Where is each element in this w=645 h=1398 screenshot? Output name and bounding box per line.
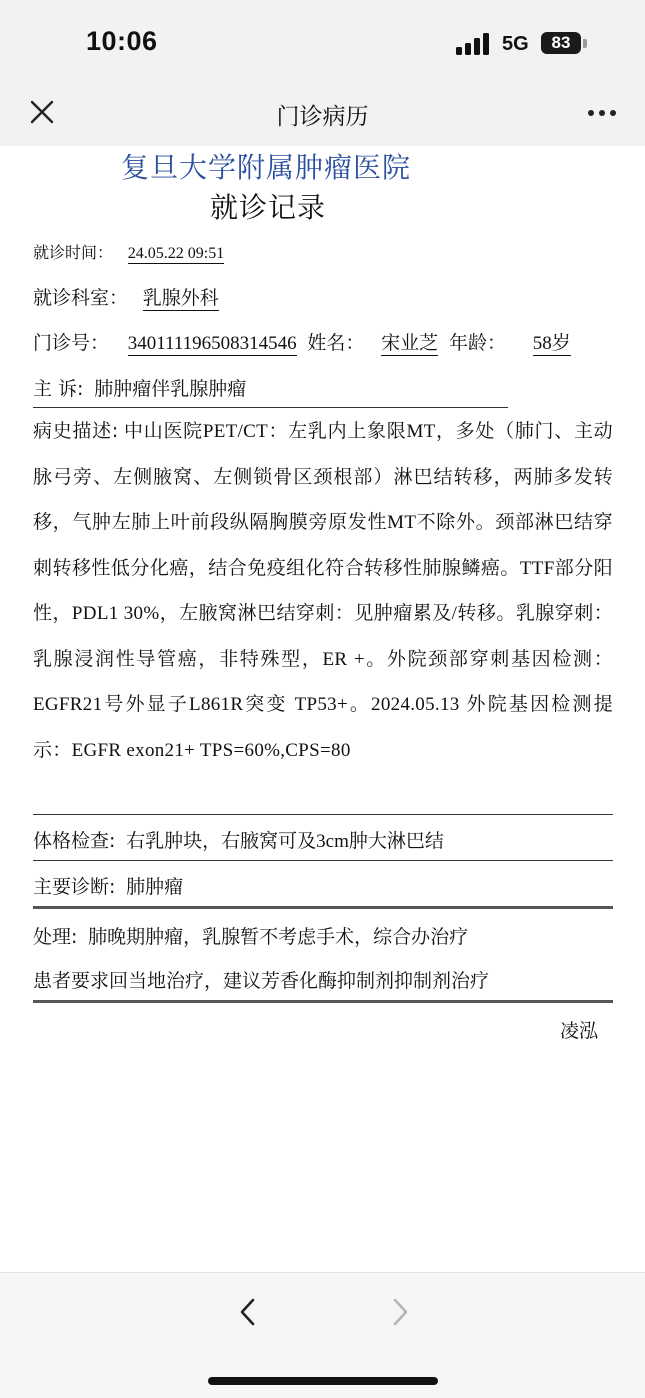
battery-level: 83 — [551, 33, 571, 52]
divider — [33, 407, 508, 408]
diagnosis-label: 主要诊断: — [33, 876, 116, 898]
name-value: 宋业芝 — [381, 333, 439, 354]
clinic-no-value: 340111196508314546 — [127, 333, 297, 354]
department-row — [33, 283, 219, 310]
back-button[interactable] — [234, 1295, 262, 1329]
bottom-toolbar — [0, 1272, 645, 1398]
doctor-signature: 凌泓 — [560, 1020, 599, 1042]
department-value: 乳腺外科 — [142, 288, 219, 309]
diagnosis-row — [33, 872, 183, 899]
more-horizontal-icon — [588, 110, 594, 116]
treatment-value: 肺晚期肿瘤，乳腺暂不考虑手术，综合办治疗 — [88, 926, 469, 948]
hospital-name: 复旦大学附属肿瘤医院 — [121, 151, 412, 184]
age-label: 年龄： — [448, 332, 506, 354]
visit-time-row — [33, 240, 224, 264]
battery-tip — [583, 39, 587, 48]
treatment-label: 处理: — [33, 926, 78, 948]
visit-time-label: 就诊时间： — [33, 243, 114, 262]
age-value: 58岁 — [532, 333, 571, 354]
chevron-right-icon — [386, 1295, 414, 1329]
complaint-row — [33, 374, 246, 401]
exam-row — [33, 826, 444, 853]
history-block — [33, 409, 613, 773]
clinic-no-label: 门诊号： — [33, 332, 110, 354]
divider — [33, 860, 613, 861]
more-dot — [599, 110, 605, 116]
more-dot — [610, 110, 616, 116]
nav-bar — [0, 78, 645, 146]
treatment-note: 患者要求回当地治疗，建议芳香化酶抑制剂抑制剂治疗 — [33, 971, 490, 992]
battery-icon — [541, 32, 581, 54]
divider-thick — [33, 1000, 613, 1003]
complaint-value: 肺肿瘤伴乳腺肿瘤 — [94, 378, 247, 400]
exam-label: 体格检查: — [33, 830, 116, 852]
page-title: 门诊病历 — [276, 103, 369, 129]
department-label: 就诊科室： — [33, 287, 129, 309]
record-title: 就诊记录 — [210, 191, 327, 224]
history-value: 中山医院PET/CT：左乳内上象限MT，多处（肺门、主动脉弓旁、左侧腋窝、左侧锁骨区颈根部）淋巴结转移，两肺多发转移，气肿左肺上叶前段纵隔胸膜旁原发性MT不除外。颈部淋巴结穿刺转移性低分化癌，结合免疫组化符合转移性肺腺鳞癌。TTF部分阳性，PDL1 30%，左腋窝淋巴结穿刺：见肿瘤累及/转移。乳腺穿刺：乳腺浸润性导管癌，非特殊型，ER +。外院颈部穿刺基因检测：EGFR21号外显子L861R突变 TP53+。2024.05.13 外院基因检测提示：EGFR exon21+ TPS=60%,CPS=80 — [33, 421, 613, 761]
medical-record — [0, 146, 645, 1272]
signal-icon — [456, 33, 492, 55]
status-bar — [0, 0, 645, 78]
treatment-row — [33, 922, 468, 949]
divider-thick — [33, 906, 613, 909]
patient-info-row — [33, 328, 571, 355]
complaint-label: 主 诉: — [33, 378, 84, 400]
more-button[interactable] — [584, 108, 620, 118]
home-indicator — [208, 1377, 438, 1385]
exam-value: 右乳肿块，右腋窝可及3cm肿大淋巴结 — [126, 831, 444, 852]
forward-button[interactable] — [386, 1295, 414, 1329]
diagnosis-value: 肺肿瘤 — [126, 876, 184, 898]
network-label: 5G — [502, 33, 529, 55]
name-label: 姓名： — [307, 332, 365, 354]
divider — [33, 814, 613, 815]
chevron-left-icon — [234, 1295, 262, 1329]
visit-time-value: 24.05.22 09:51 — [127, 245, 225, 262]
status-time: 10:06 — [86, 26, 158, 56]
history-label: 病史描述: — [33, 420, 119, 442]
